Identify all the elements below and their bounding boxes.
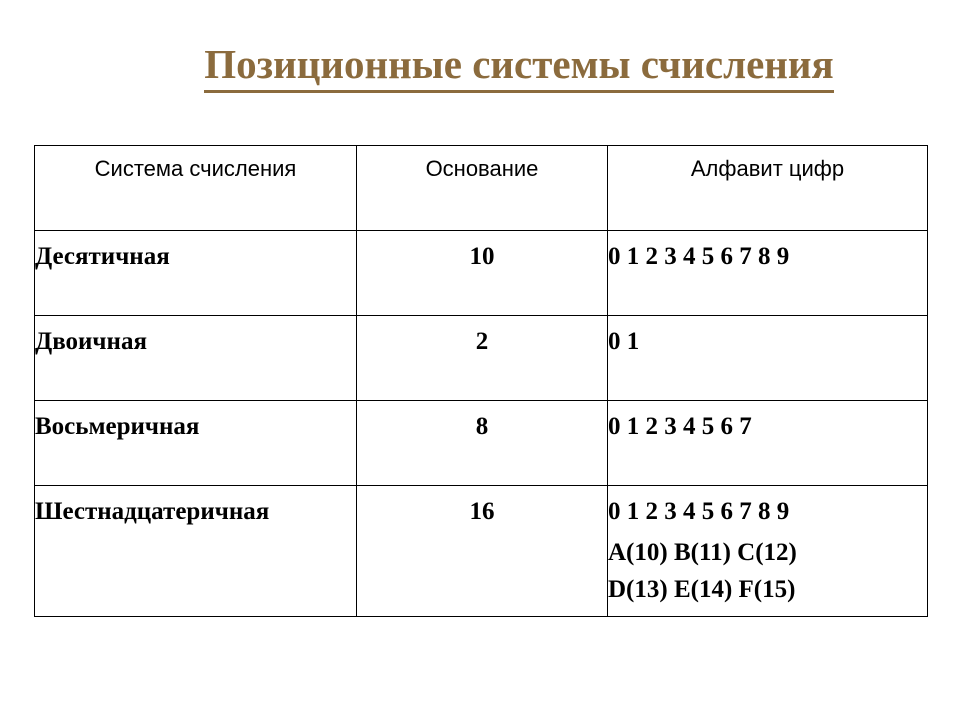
base-cell (357, 316, 608, 401)
base-value: 8 (475, 413, 489, 440)
header-alphabet-label: Алфавит цифр (690, 156, 845, 181)
alphabet-value: 0 1 (608, 328, 640, 355)
header-alphabet (608, 146, 928, 231)
header-system (35, 146, 357, 231)
page-title (0, 38, 960, 93)
alphabet-letters-line-2: D(13) E(14) F(15) (608, 576, 796, 603)
system-name-cell (35, 231, 357, 316)
base-value: 2 (475, 328, 489, 355)
base-cell (357, 486, 608, 617)
system-name: Двоичная (35, 328, 147, 355)
alphabet-cell (608, 231, 928, 316)
system-name: Шестнадцатеричная (35, 498, 270, 525)
system-name-cell (35, 401, 357, 486)
system-name-cell (35, 486, 357, 617)
table-row (35, 401, 928, 486)
table-row (35, 316, 928, 401)
alphabet-value: 0 1 2 3 4 5 6 7 8 9 (608, 498, 790, 525)
base-value: 10 (469, 243, 495, 270)
base-cell (357, 401, 608, 486)
header-base-label: Основание (425, 156, 539, 181)
table-header-row (35, 146, 928, 231)
alphabet-cell (608, 316, 928, 401)
alphabet-value: 0 1 2 3 4 5 6 7 8 9 (608, 243, 790, 270)
system-name-cell (35, 316, 357, 401)
page-title-text: Позиционные системы счисления (204, 38, 833, 93)
base-cell (357, 231, 608, 316)
system-name: Десятичная (35, 243, 170, 270)
base-value: 16 (469, 498, 495, 525)
number-systems-table (34, 145, 928, 617)
table-row (35, 486, 928, 617)
alphabet-cell (608, 401, 928, 486)
header-system-label: Система счисления (94, 156, 297, 181)
table-row (35, 231, 928, 316)
system-name: Восьмеричная (35, 413, 200, 440)
alphabet-value: 0 1 2 3 4 5 6 7 (608, 413, 752, 440)
header-base (357, 146, 608, 231)
alphabet-cell (608, 486, 928, 617)
alphabet-letters-line-1: A(10) B(11) C(12) (608, 539, 797, 566)
